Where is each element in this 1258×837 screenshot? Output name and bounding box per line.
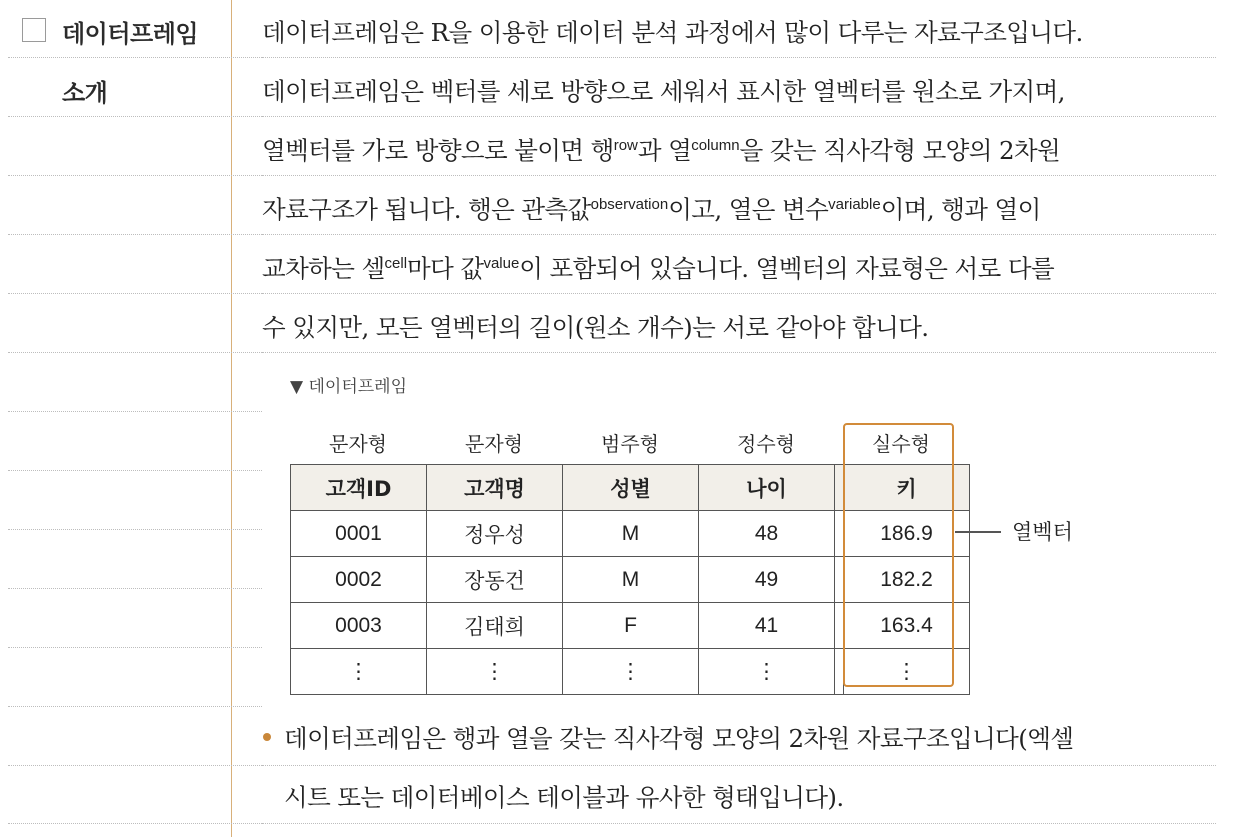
- rule: [8, 529, 262, 530]
- table-cell: ⋮: [844, 649, 970, 695]
- term-superscript: column: [691, 137, 740, 154]
- header-cell: 키: [844, 465, 970, 511]
- table-cell: M: [563, 557, 699, 603]
- type-label: 문자형: [329, 432, 387, 456]
- table-cell: 0001: [291, 511, 427, 557]
- bullet-line: 시트 또는 데이터베이스 테이블과 유사한 형태입니다).: [284, 783, 844, 812]
- header-cell: 나이: [699, 465, 835, 511]
- rule: [8, 234, 262, 235]
- rule: [262, 234, 1216, 235]
- column-vector-label: 열벡터: [1012, 520, 1073, 544]
- header-cell: 성별: [563, 465, 699, 511]
- rule: [8, 57, 262, 58]
- rule: [262, 352, 1216, 353]
- rule: [8, 411, 262, 412]
- paragraph-line: 교차하는 셀$^{cell}$마다 값$^{value}$이 포함되어 있습니다. 열벡터의 자료형은 서로 다를: [262, 254, 1055, 283]
- bullet-line: 데이터프레임은 행과 열을 갖는 직사각형 모양의 2차원 자료구조입니다(엑셀: [284, 724, 1074, 753]
- section-checkbox[interactable]: [22, 18, 46, 42]
- column-vector-highlight: [843, 423, 954, 687]
- table-cell: ⋮: [699, 649, 835, 695]
- term-superscript: value: [483, 255, 520, 272]
- table-cell: 163.4: [844, 603, 970, 649]
- table-cell: F: [563, 603, 699, 649]
- table-cell: 정우성: [427, 511, 563, 557]
- header-cell: 고객명: [427, 465, 563, 511]
- type-label: 범주형: [601, 432, 659, 456]
- table-cell: 186.9: [844, 511, 970, 557]
- term-superscript: variable: [828, 196, 881, 213]
- term-superscript: observation: [590, 196, 669, 213]
- margin-divider: [231, 0, 232, 837]
- type-label: 문자형: [465, 432, 523, 456]
- table-cell: ⋮: [427, 649, 563, 695]
- rule: [262, 116, 1216, 117]
- paragraph-line: 데이터프레임은 벡터를 세로 방향으로 세워서 표시한 열벡터를 원소로 가지며,: [262, 77, 1065, 106]
- figure-caption: ▼ 데이터프레임: [290, 377, 408, 397]
- paragraph-line: 자료구조가 됩니다. 행은 관측값$^{observation}$이고, 열은 변수$^{variable}$이며, 행과 열이: [262, 195, 1041, 224]
- paragraph-line: 데이터프레임은 R을 이용한 데이터 분석 과정에서 많이 다루는 자료구조입니다.: [262, 18, 1083, 47]
- paragraph-line: 수 있지만, 모든 열벡터의 길이(원소 개수)는 서로 같아야 합니다.: [262, 313, 929, 342]
- rule: [8, 588, 262, 589]
- section-title-line2: 소개: [62, 79, 108, 107]
- rule: [262, 57, 1216, 58]
- rule: [8, 647, 262, 648]
- rule: [8, 470, 262, 471]
- table-cell: 49: [699, 557, 835, 603]
- table-cell: 48: [699, 511, 835, 557]
- table-cell: 장동건: [427, 557, 563, 603]
- table-cell: ⋮: [563, 649, 699, 695]
- rule: [262, 175, 1216, 176]
- term-superscript: cell: [384, 255, 408, 272]
- paragraph-line: 열벡터를 가로 방향으로 붙이면 행$^{row}$과 열$^{column}$을 갖는 직사각형 모양의 2차원: [262, 136, 1061, 165]
- header-cell: 고객ID: [291, 465, 427, 511]
- rule: [262, 823, 1216, 824]
- table-cell: 김태희: [427, 603, 563, 649]
- table-cell: 0003: [291, 603, 427, 649]
- rule: [8, 706, 262, 707]
- rule: [8, 293, 262, 294]
- type-label: 실수형: [872, 432, 930, 456]
- rule: [8, 823, 262, 824]
- rule: [8, 352, 262, 353]
- table-cell: 0002: [291, 557, 427, 603]
- table-cell: M: [563, 511, 699, 557]
- table-cell: 182.2: [844, 557, 970, 603]
- rule: [262, 293, 1216, 294]
- section-title-line1: 데이터프레임: [62, 20, 199, 48]
- callout-leader-line: [955, 531, 1001, 533]
- rule: [8, 116, 262, 117]
- term-superscript: row: [613, 137, 638, 154]
- rule: [262, 765, 1216, 766]
- bullet-dot-icon: [263, 733, 271, 741]
- type-label: 정수형: [737, 432, 795, 456]
- table-cell: 41: [699, 603, 835, 649]
- rule: [8, 175, 262, 176]
- table-cell: ⋮: [291, 649, 427, 695]
- rule: [8, 765, 262, 766]
